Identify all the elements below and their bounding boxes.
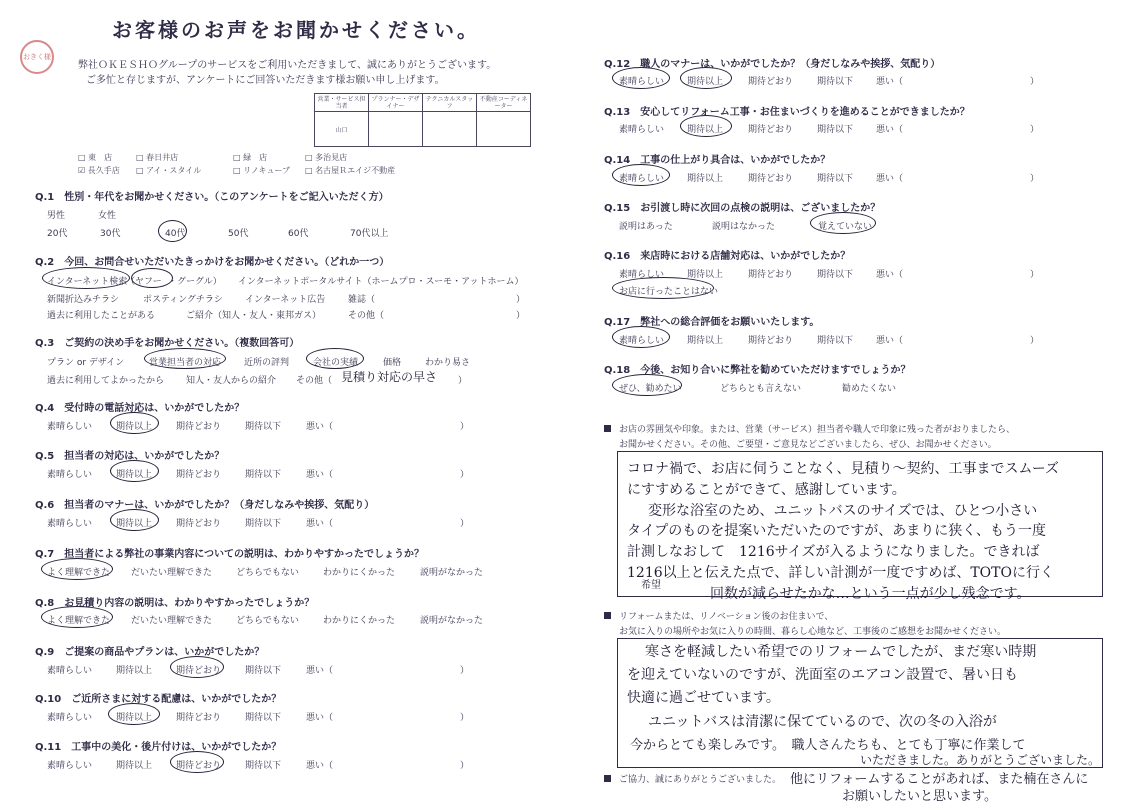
handwritten-line: タイプのものを提案いただいたのですが、あまりに狭く、もう一度 [627,523,1047,539]
option[interactable]: 期待どおり [748,77,794,87]
question-label: Q.10 ご近所さまに対する配慮は、いかがでしたか？ [35,694,282,705]
handwritten-closing: 他にリフォームすることがあれば、また楠在さんに [790,772,1089,787]
option[interactable]: 勧めたくない [842,384,897,394]
question-label: Q.7 担当者による弊社の事業内容についての説明は、わかりやすかったでしょうか？ [35,549,425,560]
staff-value [423,112,477,147]
option-selected[interactable]: 覚えていない [818,222,873,232]
option: ） [1030,174,1040,184]
selection-circle [612,326,670,348]
option-selected[interactable]: （ヤフー [126,277,162,287]
handwritten-line: 計測しなおして 1216サイズが入るようになりました。できれば [627,544,1040,560]
option[interactable]: どちらでもない [236,568,299,578]
option-selected[interactable]: よく理解できた [47,616,111,626]
option[interactable]: 期待以下 [245,422,282,432]
staff-value: 山口 [315,112,369,147]
store-checkbox[interactable]: □ 春日井店 [136,153,179,162]
bullet-icon [604,425,611,432]
handwritten-insert: 希望 [641,580,661,591]
option[interactable]: 男性 [47,211,66,221]
option[interactable]: 説明はなかった [712,222,776,232]
option[interactable]: 素晴らしい [47,470,93,480]
option[interactable]: 60代 [288,229,309,239]
staff-header: 不動産コーディネーター [477,94,531,112]
option[interactable]: 価格 [383,358,402,368]
handwritten-answer: 見積り対応の早さ [341,370,438,384]
selection-circle [612,374,682,396]
option-selected[interactable]: 期待以上 [116,422,153,432]
selection-circle [158,220,187,242]
option[interactable]: 素晴らしい [619,125,665,135]
question-label: Q.2 今回、お問合せいただいたきっかけをお聞かせください。（どれか一つ） [35,257,390,268]
selection-circle [110,460,159,482]
option[interactable]: 悪い（ [876,125,904,135]
option[interactable]: 悪い（ [306,761,334,771]
option[interactable]: 期待以上 [116,761,153,771]
option[interactable]: 説明がなかった [420,568,484,578]
option-selected[interactable]: 素晴らしい [619,77,665,87]
store-checkbox[interactable]: □ 多治見店 [305,153,348,162]
option[interactable]: 悪い（ [306,470,334,480]
option[interactable]: 説明がなかった [420,616,484,626]
option: ） [1030,77,1040,87]
option: ） [1030,270,1040,280]
option-selected[interactable]: 期待以上 [116,470,153,480]
option[interactable]: 期待以下 [245,519,282,529]
option[interactable]: 悪い（ [876,270,904,280]
handwritten-line: 変形な浴室のため、ユニットバスのサイズでは、ひとつ小さい [648,503,1038,519]
question-label: Q.9 ご提案の商品やプランは、いかがでしたか？ [35,647,265,658]
option: ） [460,422,470,432]
staff-header: プランナー・デザイナー [369,94,423,112]
option[interactable]: ご紹介（知人・友人・東邦ガス） [186,311,322,321]
selection-circle [110,412,159,434]
option[interactable]: 期待以下 [817,270,854,280]
question-label: Q.5 担当者の対応は、いかがでしたか？ [35,451,225,462]
option[interactable]: 期待どおり [748,270,794,280]
selection-circle [170,751,224,773]
selection-circle [680,67,732,89]
question-label: Q.3 ご契約の決め手をお聞かせください。（複数回答可） [35,338,300,349]
question-label: Q.14 工事の仕上がり具合は、いかがでしたか？ [604,155,831,166]
option: ） [516,295,526,305]
store-checkbox[interactable]: □ 名古屋Ｒエイジ不動産 [305,166,396,175]
option-selected[interactable]: 期待どおり [176,666,222,676]
option-selected[interactable]: お店に行ったことはない [619,287,719,297]
question-label: Q.4 受付時の電話対応は、いかがでしたか？ [35,403,245,414]
option[interactable]: 近所の評判 [244,358,290,368]
option[interactable]: わかりにくかった [323,616,396,626]
option-selected[interactable]: 期待以上 [116,713,153,723]
option[interactable]: 説明はあった [619,222,673,232]
option: ） [458,376,468,386]
option[interactable]: 期待どおり [748,174,794,184]
option[interactable]: 期待以下 [817,336,854,346]
option[interactable]: インターネット広告 [245,295,326,305]
intro-line-2: ご多忙と存じますが、アンケートにご回答いただきます様お願い申し上げます。 [86,75,445,86]
question-label: Q.18 今後、お知り合いに弊社を勧めていただけますでしょうか？ [604,365,911,376]
option-selected[interactable]: 営業担当者の対応 [149,358,222,368]
question-label: Q.17 弊社への総合評価をお願いいたします。 [604,317,820,328]
option[interactable]: 期待以上 [687,270,724,280]
stamp: おきく様 [20,40,54,74]
option[interactable]: 素晴らしい [47,761,93,771]
option[interactable]: 期待以上 [687,336,724,346]
question-label: Q.11 工事中の美化・後片付けは、いかがでしたか？ [35,742,282,753]
option[interactable]: わかり易さ [425,358,471,368]
handwritten-line: にすすめることができて、感謝しています。 [627,482,906,498]
selection-circle [41,558,113,580]
selection-circle [131,268,173,288]
selection-circle [612,164,670,186]
option[interactable]: 期待以下 [817,174,854,184]
option-selected[interactable]: 素晴らしい [619,336,665,346]
option[interactable]: 雑誌（ [348,295,376,305]
option[interactable]: どちらでもない [236,616,299,626]
option: ） [460,761,470,771]
handwritten-closing: お願いしたいと思います。 [842,789,997,804]
option[interactable]: 悪い（ [306,422,334,432]
option: ） [460,666,470,676]
option-selected[interactable]: 期待以上 [116,519,153,529]
staff-table [314,93,531,147]
option[interactable]: 過去に利用してよかったから [47,376,165,386]
option[interactable]: 期待以下 [817,77,854,87]
option[interactable]: 素晴らしい [47,519,93,529]
option[interactable]: ・グーグル） [168,277,222,287]
option[interactable]: 期待どおり [176,713,222,723]
option-selected[interactable]: インターネット検索 [47,277,128,287]
option[interactable]: だいたい理解できた [131,616,213,626]
question-label: Q.1 性別・年代をお聞かせください。（このアンケートをご記入いただく方） [35,192,389,203]
selection-circle [612,67,670,89]
option[interactable]: どちらとも言えない [720,384,802,394]
question-label: Q.6 担当者のマナーは、いかがでしたか？（身だしなみや挨拶、気配り） [35,500,375,511]
option[interactable]: 悪い（ [306,519,334,529]
staff-header: 営業・サービス担当者 [315,94,369,112]
selection-circle [110,509,159,531]
question-label: Q.15 お引渡し時に次回の点検の説明は、ございましたか？ [604,203,881,214]
handwritten-line: 1216以上と伝えた点で、詳しい計測が一度ですめば、TOTOに行く [627,565,1054,581]
selection-circle [680,115,732,137]
option[interactable]: 素晴らしい [47,666,93,676]
option[interactable]: 期待どおり [748,125,794,135]
option[interactable]: 悪い（ [306,713,334,723]
option[interactable]: 素晴らしい [619,270,665,280]
handwritten-line: 快適に過ごせています。 [627,690,780,706]
option: ） [460,713,470,723]
option[interactable]: 期待以下 [245,713,282,723]
handwritten-line: 今からとても楽しみです。 職人さんたちも、とても丁寧に作業して [630,738,1026,753]
store-checkbox[interactable]: □ リノキューブ [233,166,291,175]
comment-prompt: お気に入りの場所やお気に入りの時間、暮らし心地など、工事後のご感想をお聞かせください。 [619,627,1007,637]
option-selected[interactable]: 素晴らしい [619,174,665,184]
option[interactable]: ポスティングチラシ [143,295,223,305]
option: ） [460,519,470,529]
selection-circle [108,703,160,725]
option[interactable]: 期待どおり [176,519,222,529]
option[interactable]: 50代 [228,229,249,239]
handwritten-line: コロナ禍で、お店に伺うことなく、見積り〜契約、工事までスムーズ [627,461,1060,477]
option[interactable]: 期待どおり [176,470,222,480]
selection-circle [306,348,364,369]
selection-circle [41,606,113,628]
selection-circle [170,656,224,678]
comment-prompt: リフォームまたは、リノベーション後のお住まいで、 [619,612,834,622]
store-checkbox[interactable]: ☑ 長久手店 [78,166,120,175]
option-selected[interactable]: よく理解できた [47,568,111,578]
bullet-icon [604,775,611,782]
store-checkbox[interactable]: □ 緑 店 [233,153,268,162]
option-selected[interactable]: ぜひ、勧めたい [619,384,682,394]
option[interactable]: 素晴らしい [47,422,93,432]
option[interactable]: 期待以下 [245,666,282,676]
handwritten-line: 寒さを軽減したい希望でのリフォームでしたが、まだ寒い時期 [645,644,1037,660]
option-selected[interactable]: 期待どおり [176,761,222,771]
option: ） [1030,125,1040,135]
option[interactable]: 悪い（ [876,77,904,87]
comment-prompt: お聞かせください。その他、ご要望・ご意見などございましたら、ぜひ、お聞かせください。 [619,440,997,450]
option[interactable]: わかりにくかった [323,568,396,578]
option[interactable]: 知人・友人からの紹介 [186,376,277,386]
option[interactable]: 素晴らしい [47,713,93,723]
staff-value [477,112,531,147]
selection-circle [144,348,226,369]
option: ） [516,311,526,321]
question-label: Q.8 お見積り内容の説明は、わかりやすかったでしょうか？ [35,598,315,609]
option[interactable]: インターネットポータルサイト（ホームプロ・スーモ・アットホーム） [238,277,524,287]
selection-circle [42,267,130,289]
option[interactable]: その他（ [348,311,385,321]
staff-value [369,112,423,147]
option-selected[interactable]: 期待以上 [687,125,724,135]
comment-prompt: お店の雰囲気や印象。または、営業（サービス）担当者や職人で印象に残った者がおりましたら、 [619,425,1016,435]
option[interactable]: 期待以上 [116,666,153,676]
staff-header: テクニカルスタッフ [423,94,477,112]
option-selected[interactable]: 期待以上 [687,77,724,87]
page-title: お客様のお声をお聞かせください。 [112,18,480,42]
option[interactable]: 30代 [100,229,121,239]
option[interactable]: 過去に利用したことがある [47,311,156,321]
question-label: Q.13 安心してリフォーム工事・お住まいづくりを進めることができましたか？ [604,107,970,118]
option[interactable]: 悪い（ [876,336,904,346]
option-selected[interactable]: 会社の実績 [313,358,359,368]
selection-circle [612,277,714,299]
option[interactable]: 悪い（ [876,174,904,184]
option[interactable]: 悪い（ [306,666,334,676]
option-selected[interactable]: 40代 [165,229,186,239]
option[interactable]: 期待以上 [687,174,724,184]
option[interactable]: 期待どおり [748,336,794,346]
closing-text: ご協力、誠にありがとうございました。 [619,775,782,785]
option: ） [460,470,470,480]
option[interactable]: 20代 [47,229,68,239]
option[interactable]: だいたい理解できた [131,568,213,578]
option: ） [1030,336,1040,346]
question-label: Q.16 来店時における店舗対応は、いかがでしたか？ [604,251,851,262]
handwritten-line: を迎えていないのですが、洗面室のエアコン設置で、暑い日も [627,667,1019,683]
option[interactable]: 期待以下 [817,125,854,135]
bullet-icon [604,612,611,619]
question-label: Q.12 職人のマナーは、いかがでしたか？（身だしなみや挨拶、気配り） [604,59,941,70]
option[interactable]: プラン or デザイン [47,358,125,368]
handwritten-line: 回数が減らせたかな…という一点が少し残念です。 [710,586,1031,602]
store-checkbox[interactable]: □ アイ・スタイル [136,166,202,175]
option[interactable]: 女性 [98,211,117,221]
handwritten-line: いただきました。ありがとうございました。 [860,753,1101,767]
option[interactable]: 期待どおり [176,422,222,432]
option[interactable]: 70代以上 [350,229,389,239]
option[interactable]: 期待以下 [245,470,282,480]
store-checkbox[interactable]: □ 東 店 [78,153,113,162]
option[interactable]: 期待以下 [245,761,282,771]
handwritten-line: ユニットバスは清潔に保てているので、次の冬の入浴が [648,714,997,730]
intro-line-1: 弊社ＯＫＥＳＨＯグループのサービスをご利用いただきまして、誠にありがとうございます。 [78,60,497,71]
option[interactable]: 新聞折込みチラシ [47,295,120,305]
option[interactable]: その他（ [296,376,333,386]
selection-circle [810,212,876,234]
